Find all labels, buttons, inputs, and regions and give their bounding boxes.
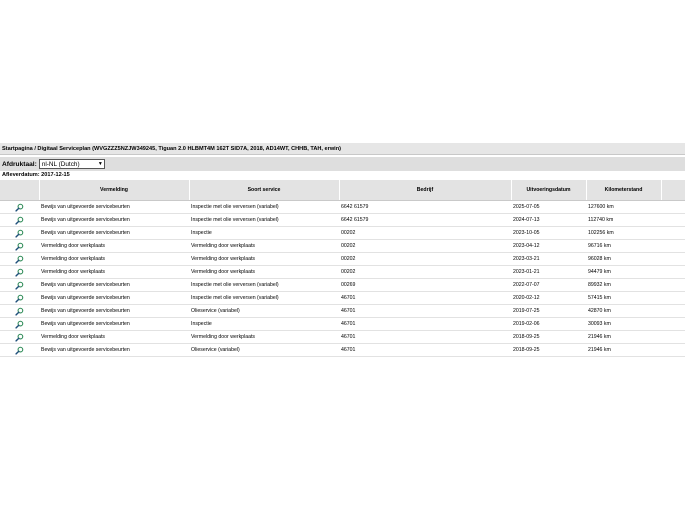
- cell-bedrijf: 46701: [339, 318, 511, 331]
- cell-bedrijf: 46701: [339, 305, 511, 318]
- delivery-date: Afleverdatum: 2017-12-15: [2, 172, 70, 178]
- cell-soort-service: Vermelding door werkplaats: [189, 266, 339, 279]
- cell-soort-service: Inspectie met olie verversen (variabel): [189, 201, 339, 214]
- magnifier-icon[interactable]: [15, 268, 24, 277]
- view-details-cell[interactable]: [0, 305, 39, 318]
- cell-bedrijf: 00202: [339, 253, 511, 266]
- cell-uitvoeringsdatum: 2018-09-25: [511, 331, 586, 344]
- cell-vermelding: Bewijs van uitgevoerde servicebeurten: [39, 318, 189, 331]
- magnifier-icon[interactable]: [15, 216, 24, 225]
- cell-vermelding: Vermelding door werkplaats: [39, 253, 189, 266]
- cell-bedrijf: 46701: [339, 292, 511, 305]
- table-row: [0, 292, 685, 305]
- cell-extra: [661, 331, 685, 344]
- table-row: [0, 253, 685, 266]
- cell-extra: [661, 227, 685, 240]
- cell-vermelding: Bewijs van uitgevoerde servicebeurten: [39, 214, 189, 227]
- table-row: [0, 279, 685, 292]
- magnifier-icon[interactable]: [15, 294, 24, 303]
- cell-soort-service: Inspectie met olie verversen (variabel): [189, 279, 339, 292]
- view-details-cell[interactable]: [0, 201, 39, 214]
- view-details-cell[interactable]: [0, 318, 39, 331]
- cell-uitvoeringsdatum: 2020-02-12: [511, 292, 586, 305]
- cell-uitvoeringsdatum: 2023-03-21: [511, 253, 586, 266]
- cell-uitvoeringsdatum: 2019-02-06: [511, 318, 586, 331]
- cell-extra: [661, 253, 685, 266]
- view-details-cell[interactable]: [0, 253, 39, 266]
- cell-vermelding: Vermelding door werkplaats: [39, 331, 189, 344]
- view-details-cell[interactable]: [0, 279, 39, 292]
- magnifier-icon[interactable]: [15, 281, 24, 290]
- service-records-table: [0, 180, 685, 357]
- cell-kilometerstand: 89932 km: [586, 279, 661, 292]
- cell-kilometerstand: 30093 km: [586, 318, 661, 331]
- table-row: [0, 240, 685, 253]
- cell-uitvoeringsdatum: 2023-04-12: [511, 240, 586, 253]
- cell-extra: [661, 201, 685, 214]
- cell-soort-service: Inspectie met olie verversen (variabel): [189, 292, 339, 305]
- cell-soort-service: Vermelding door werkplaats: [189, 331, 339, 344]
- table-row: [0, 331, 685, 344]
- cell-uitvoeringsdatum: 2022-07-07: [511, 279, 586, 292]
- column-header-extra: [661, 180, 685, 201]
- table-row: [0, 201, 685, 214]
- cell-soort-service: Inspectie: [189, 227, 339, 240]
- view-details-cell[interactable]: [0, 240, 39, 253]
- cell-bedrijf: 00269: [339, 279, 511, 292]
- magnifier-icon[interactable]: [15, 346, 24, 355]
- cell-extra: [661, 266, 685, 279]
- cell-uitvoeringsdatum: 2024-07-13: [511, 214, 586, 227]
- cell-uitvoeringsdatum: 2018-09-25: [511, 344, 586, 357]
- cell-vermelding: Bewijs van uitgevoerde servicebeurten: [39, 305, 189, 318]
- column-header-uitvoeringsdatum[interactable]: Uitvoeringsdatum: [511, 180, 586, 201]
- table-header-row: [0, 180, 685, 201]
- cell-extra: [661, 240, 685, 253]
- table-row: [0, 214, 685, 227]
- magnifier-icon[interactable]: [15, 307, 24, 316]
- magnifier-icon[interactable]: [15, 320, 24, 329]
- cell-kilometerstand: 57415 km: [586, 292, 661, 305]
- cell-vermelding: Vermelding door werkplaats: [39, 240, 189, 253]
- cell-extra: [661, 318, 685, 331]
- cell-bedrijf: 46701: [339, 331, 511, 344]
- cell-vermelding: Vermelding door werkplaats: [39, 266, 189, 279]
- cell-soort-service: Olieservice (variabel): [189, 305, 339, 318]
- table-row: [0, 227, 685, 240]
- cell-bedrijf: 00202: [339, 227, 511, 240]
- cell-kilometerstand: 96028 km: [586, 253, 661, 266]
- column-header-kilometerstand[interactable]: Kilometerstand: [586, 180, 661, 201]
- chevron-down-icon: ▼: [97, 161, 103, 167]
- cell-extra: [661, 344, 685, 357]
- table-row: [0, 266, 685, 279]
- cell-extra: [661, 292, 685, 305]
- magnifier-icon[interactable]: [15, 255, 24, 264]
- column-header-icon: [0, 180, 39, 201]
- column-header-vermelding[interactable]: Vermelding: [39, 180, 189, 201]
- magnifier-icon[interactable]: [15, 242, 24, 251]
- column-header-bedrijf[interactable]: Bedrijf: [339, 180, 511, 201]
- cell-vermelding: Bewijs van uitgevoerde servicebeurten: [39, 201, 189, 214]
- cell-vermelding: Bewijs van uitgevoerde servicebeurten: [39, 292, 189, 305]
- table-row: [0, 318, 685, 331]
- cell-kilometerstand: 21946 km: [586, 344, 661, 357]
- print-language-bar: [0, 157, 685, 171]
- cell-soort-service: Olieservice (variabel): [189, 344, 339, 357]
- print-language-select[interactable]: [39, 159, 105, 169]
- cell-extra: [661, 305, 685, 318]
- view-details-cell[interactable]: [0, 344, 39, 357]
- cell-soort-service: Inspectie: [189, 318, 339, 331]
- cell-vermelding: Bewijs van uitgevoerde servicebeurten: [39, 227, 189, 240]
- cell-extra: [661, 214, 685, 227]
- cell-uitvoeringsdatum: 2025-07-05: [511, 201, 586, 214]
- cell-uitvoeringsdatum: 2019-07-25: [511, 305, 586, 318]
- cell-kilometerstand: 21946 km: [586, 331, 661, 344]
- magnifier-icon[interactable]: [15, 333, 24, 342]
- cell-bedrijf: 00202: [339, 266, 511, 279]
- cell-soort-service: Vermelding door werkplaats: [189, 240, 339, 253]
- cell-vermelding: Bewijs van uitgevoerde servicebeurten: [39, 344, 189, 357]
- breadcrumb: Startpagina / Digitaal Serviceplan (WVGZZZ5NZJW349245, Tiguan 2.0 HLBMT4M 162T SID7A, 2018, AD14WT, CHHB, TAH, erwin): [0, 143, 685, 155]
- cell-vermelding: Bewijs van uitgevoerde servicebeurten: [39, 279, 189, 292]
- cell-kilometerstand: 127600 km: [586, 201, 661, 214]
- print-language-value: nl-NL (Dutch): [41, 160, 80, 168]
- cell-kilometerstand: 102256 km: [586, 227, 661, 240]
- cell-bedrijf: 46701: [339, 344, 511, 357]
- cell-bedrijf: 6642 61579: [339, 201, 511, 214]
- cell-kilometerstand: 42870 km: [586, 305, 661, 318]
- cell-bedrijf: 6642 61579: [339, 214, 511, 227]
- cell-uitvoeringsdatum: 2023-01-21: [511, 266, 586, 279]
- table-row: [0, 305, 685, 318]
- cell-kilometerstand: 96716 km: [586, 240, 661, 253]
- cell-bedrijf: 00202: [339, 240, 511, 253]
- cell-soort-service: Vermelding door werkplaats: [189, 253, 339, 266]
- magnifier-icon[interactable]: [15, 203, 24, 212]
- view-details-cell[interactable]: [0, 227, 39, 240]
- cell-uitvoeringsdatum: 2023-10-05: [511, 227, 586, 240]
- print-language-label: Afdruktaal:: [2, 160, 37, 168]
- cell-kilometerstand: 94479 km: [586, 266, 661, 279]
- table-row: [0, 344, 685, 357]
- view-details-cell[interactable]: [0, 266, 39, 279]
- magnifier-icon[interactable]: [15, 229, 24, 238]
- cell-kilometerstand: 112740 km: [586, 214, 661, 227]
- view-details-cell[interactable]: [0, 292, 39, 305]
- view-details-cell[interactable]: [0, 214, 39, 227]
- cell-extra: [661, 279, 685, 292]
- view-details-cell[interactable]: [0, 331, 39, 344]
- cell-soort-service: Inspectie met olie verversen (variabel): [189, 214, 339, 227]
- column-header-soort-service[interactable]: Soort service: [189, 180, 339, 201]
